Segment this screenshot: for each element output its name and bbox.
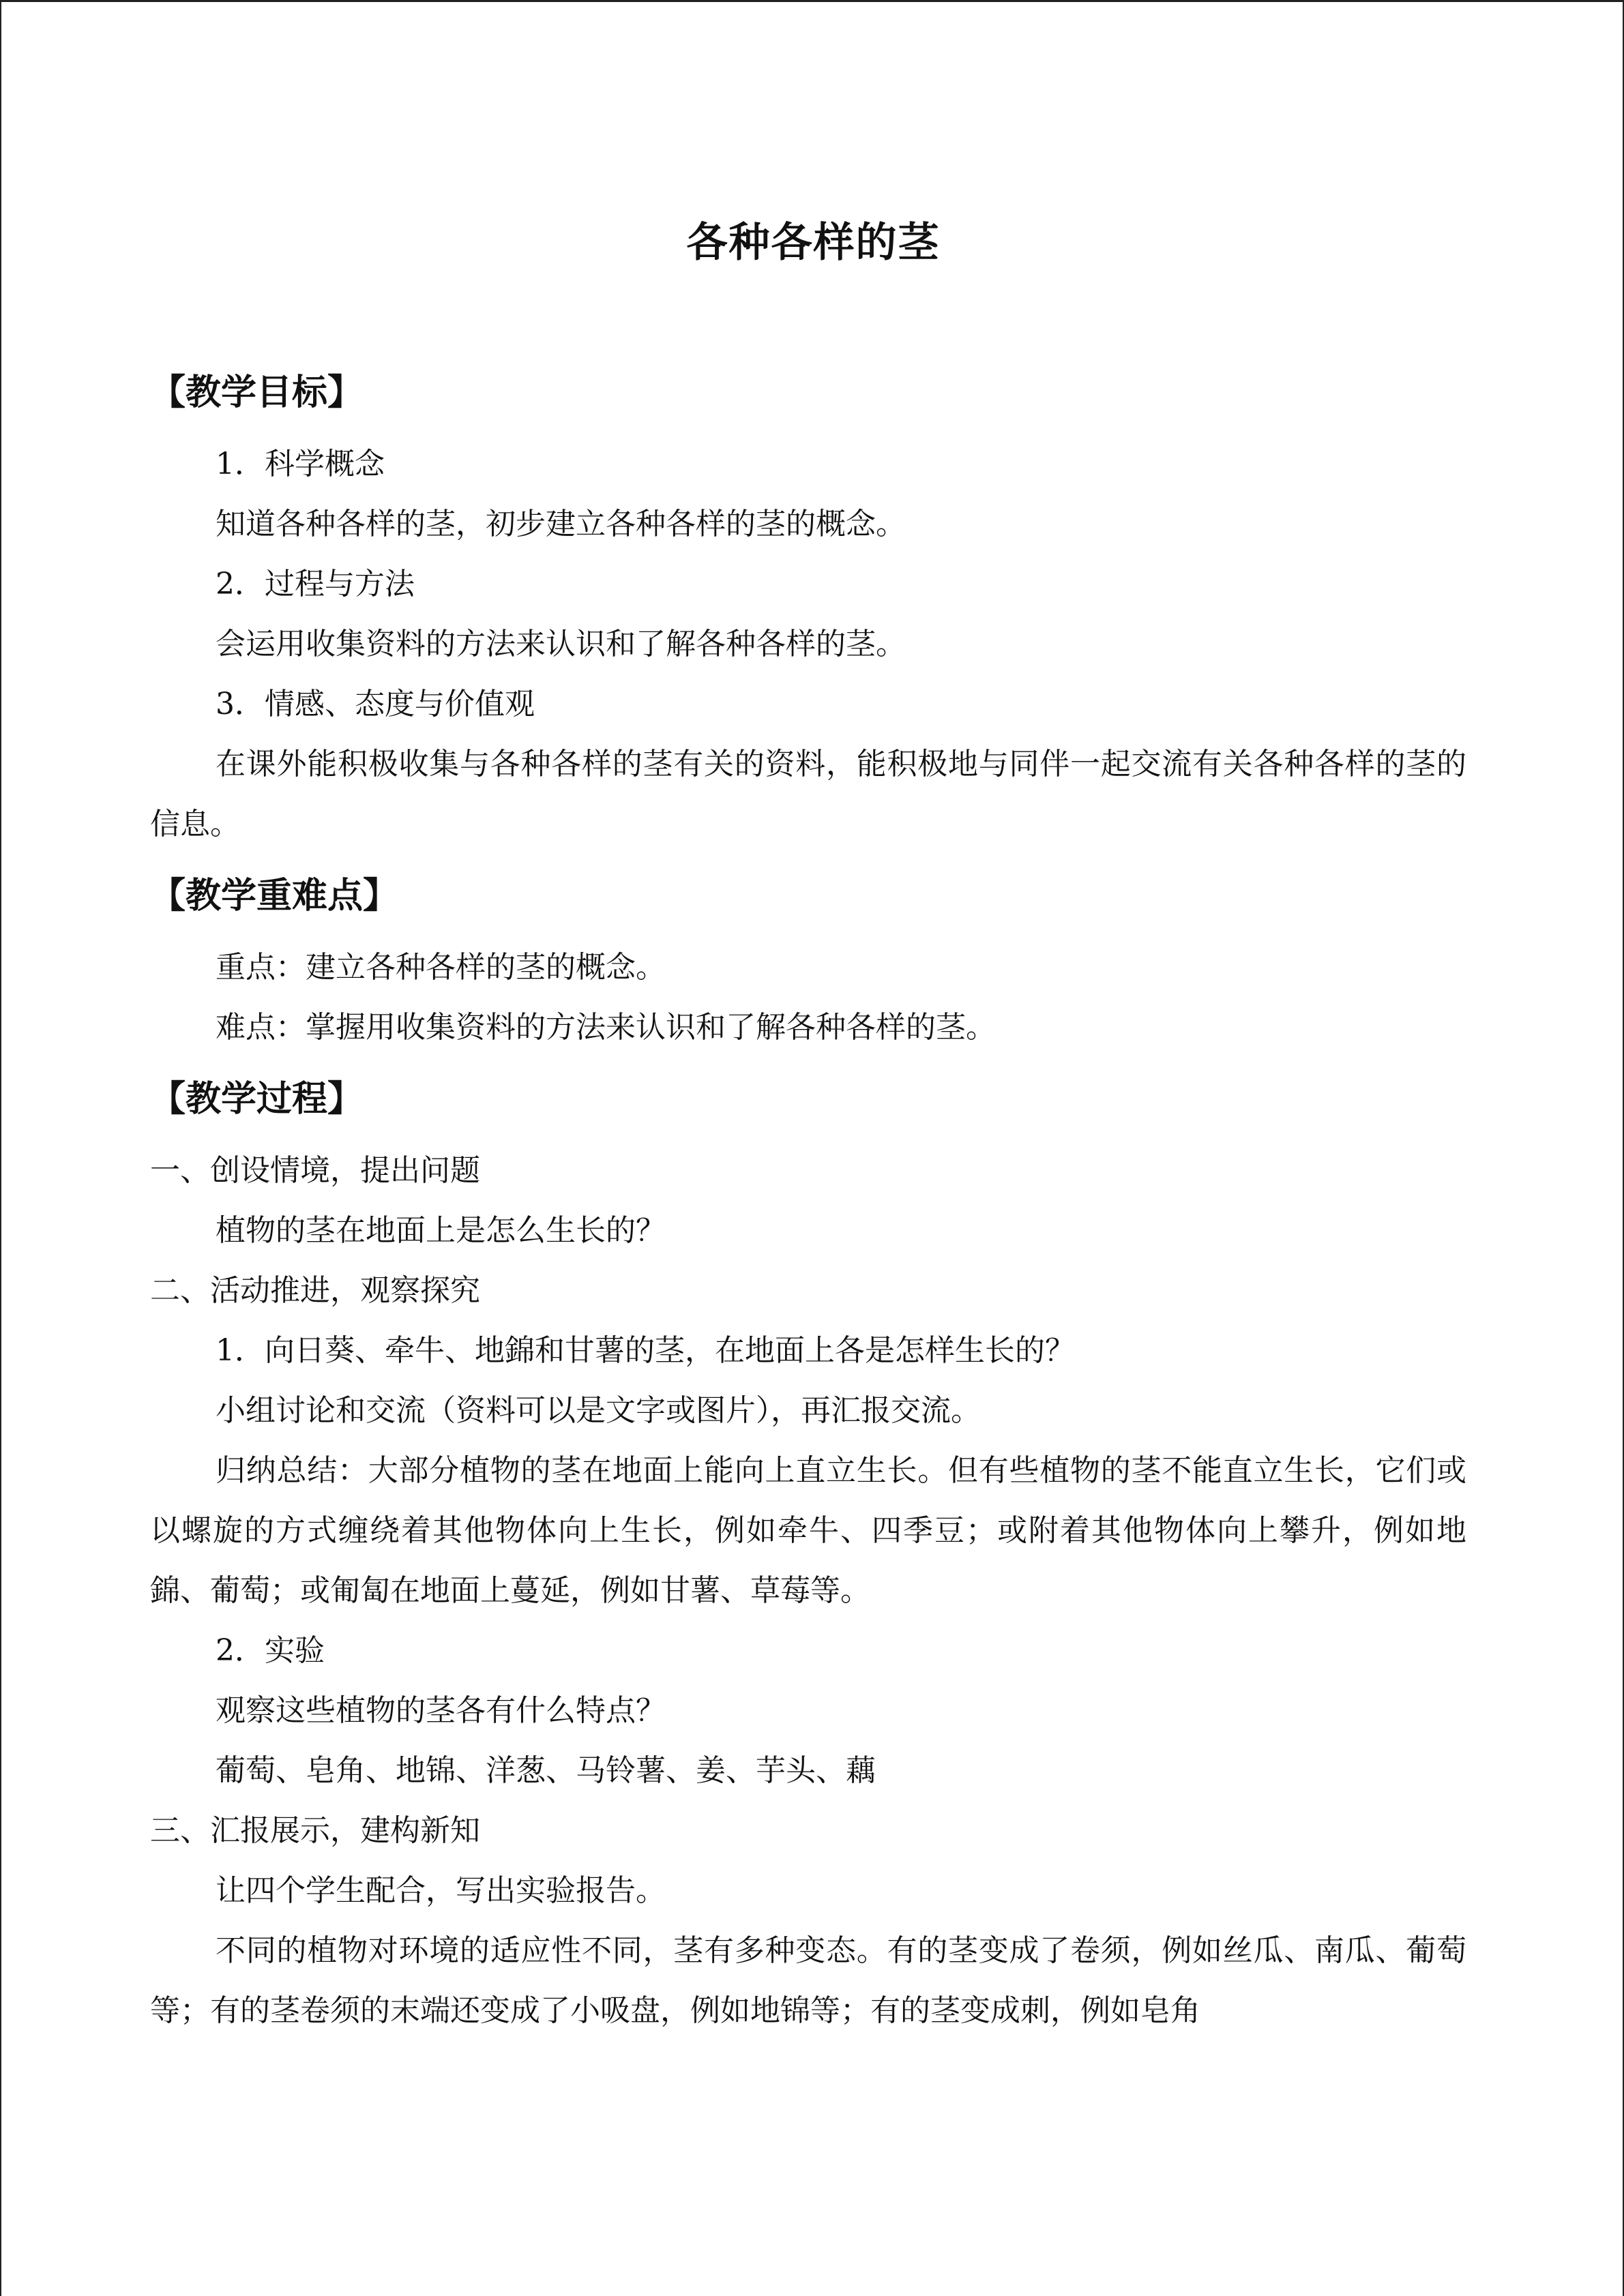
process-step-2-plant-list: 葡萄、皂角、地锦、洋葱、马铃薯、姜、芋头、藕 bbox=[216, 1753, 876, 1788]
process-step-2-question: 观察这些植物的茎各有什么特点？ bbox=[216, 1693, 666, 1728]
section-heading-key-points: 【教学重难点】 bbox=[150, 875, 399, 916]
document-body bbox=[150, 351, 1466, 2041]
process-step-3-title: 三、汇报展示，建构新知 bbox=[150, 1813, 480, 1848]
process-step-2-summary: 归纳总结：大部分植物的茎在地面上能向上直立生长。但有些植物的茎不能直立生长，它们或以螺旋的方式缠绕着其他物体向上生长，例如牵牛、四季豆；或附着其他物体向上攀升，例如地錦、葡萄；或匍匐在地面上蔓延，例如甘薯、草莓等。 bbox=[150, 1453, 1466, 1608]
difficulty-text: 难点：掌握用收集资料的方法来认识和了解各种各样的茎。 bbox=[216, 1010, 996, 1045]
process-step-2-item-1: 1．向日葵、牵牛、地錦和甘薯的茎，在地面上各是怎样生长的？ bbox=[216, 1333, 1075, 1368]
section-heading-objectives: 【教学目标】 bbox=[150, 372, 364, 413]
process-step-1-title: 一、创设情境，提出问题 bbox=[150, 1153, 480, 1188]
objective-item-1-title: 1．科学概念 bbox=[216, 447, 385, 481]
process-step-1-text: 植物的茎在地面上是怎么生长的？ bbox=[216, 1213, 666, 1248]
process-step-2-discussion: 小组讨论和交流（资料可以是文字或图片），再汇报交流。 bbox=[216, 1393, 981, 1428]
objective-item-3-title: 3．情感、态度与价值观 bbox=[216, 687, 535, 721]
process-step-2-item-2: 2．实验 bbox=[216, 1633, 325, 1668]
objective-item-3-text: 在课外能积极收集与各种各样的茎有关的资料，能积极地与同伴一起交流有关各种各样的茎的信息。 bbox=[150, 747, 1466, 841]
objective-item-2-text: 会运用收集资料的方法来认识和了解各种各样的茎。 bbox=[216, 627, 906, 661]
process-step-3-text: 让四个学生配合，写出实验报告。 bbox=[216, 1873, 666, 1908]
section-heading-process: 【教学过程】 bbox=[150, 1078, 364, 1120]
process-step-3-paragraph: 不同的植物对环境的适应性不同，茎有多种变态。有的茎变成了卷须，例如丝瓜、南瓜、葡萄等；有的茎卷须的末端还变成了小吸盘，例如地锦等；有的茎变成刺，例如皂角 bbox=[150, 1933, 1466, 2028]
process-step-2-title: 二、活动推进，观察探究 bbox=[150, 1273, 480, 1308]
key-point-text: 重点：建立各种各样的茎的概念。 bbox=[216, 950, 666, 985]
document-title: 各种各样的茎 bbox=[686, 219, 941, 267]
objective-item-1-text: 知道各种各样的茎，初步建立各种各样的茎的概念。 bbox=[216, 507, 906, 541]
objective-item-2-title: 2．过程与方法 bbox=[216, 567, 415, 601]
